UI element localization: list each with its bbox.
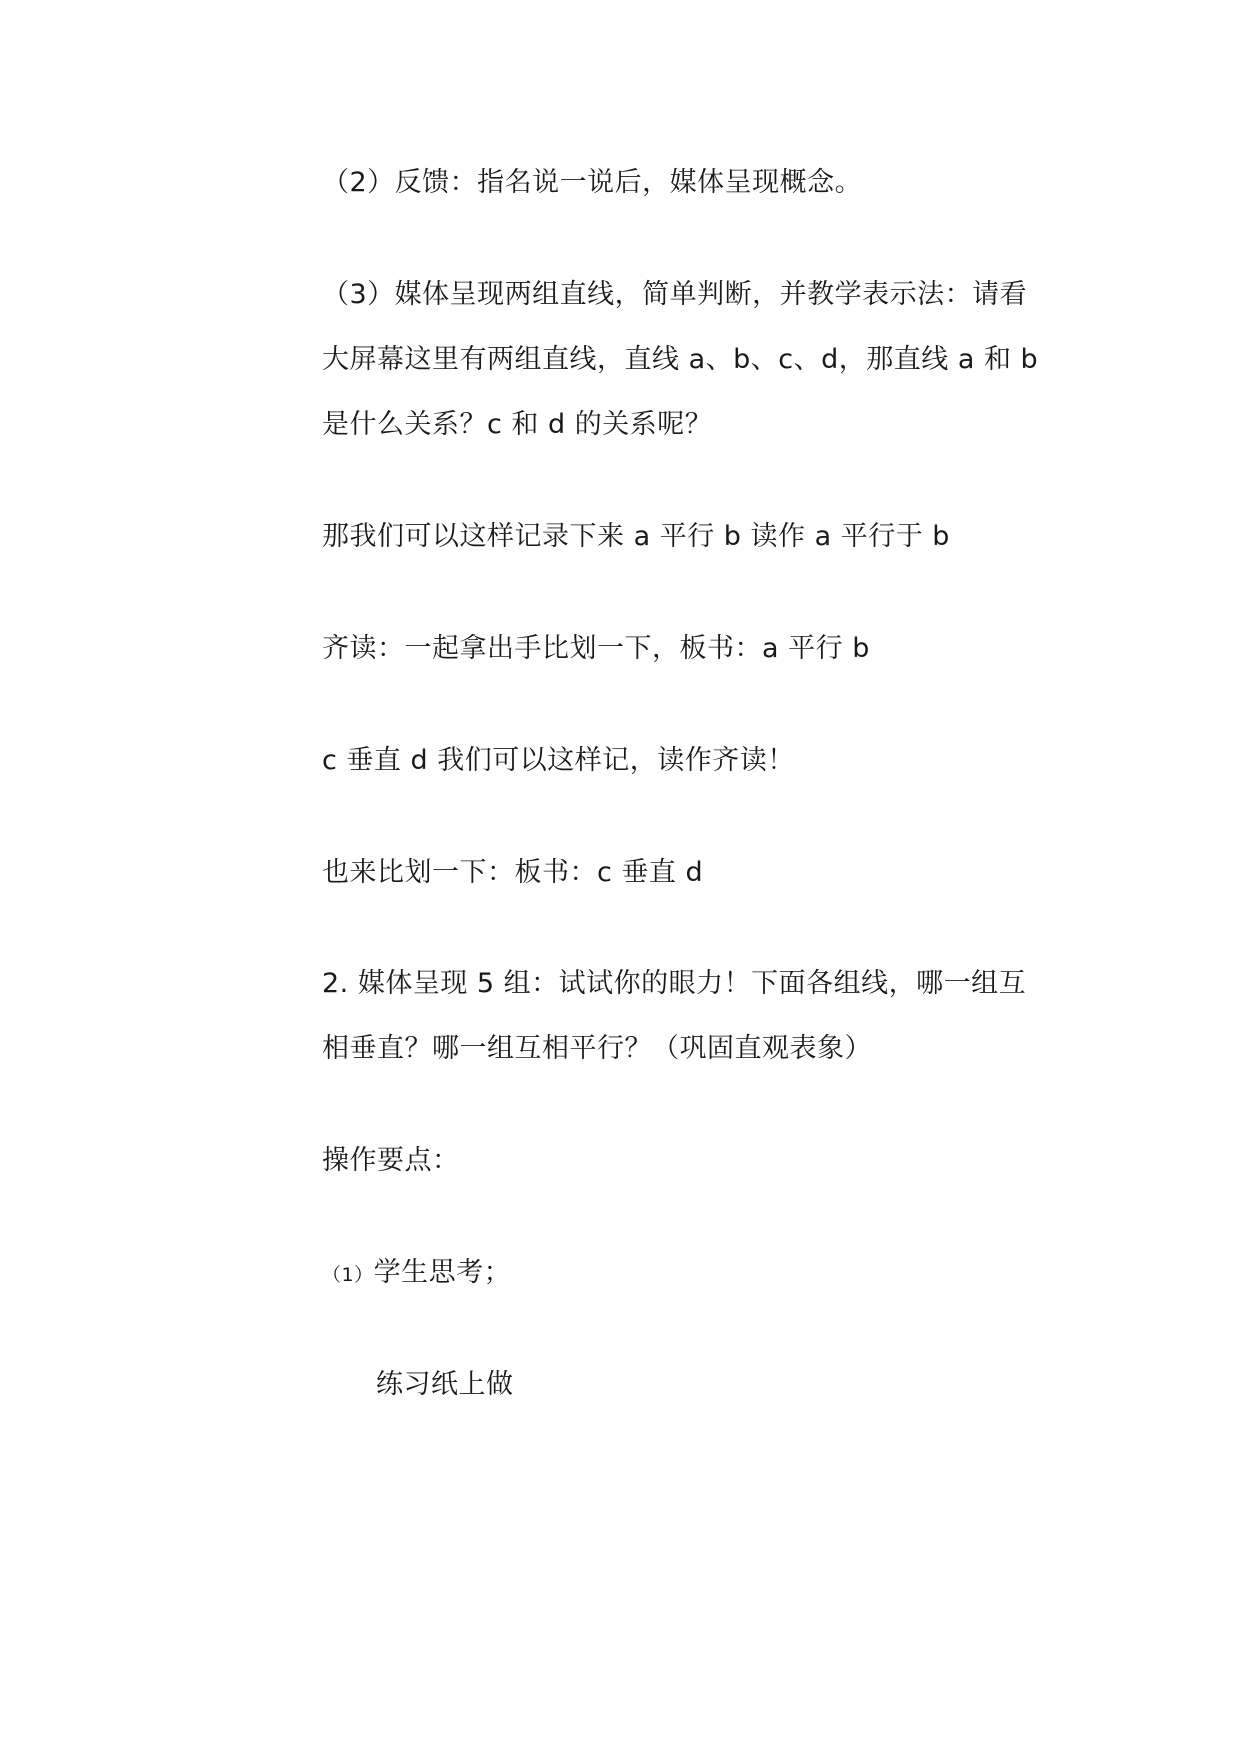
paragraph-read-together: 齐读：一起拿出手比划一下，板书：a 平行 b <box>322 633 870 664</box>
paragraph-record-parallel: 那我们可以这样记录下来 a 平行 b 读作 a 平行于 b <box>322 521 950 552</box>
paragraph-gesture: 也来比划一下：板书：c 垂直 d <box>322 857 704 888</box>
paragraph-media-lines-1: （3）媒体呈现两组直线，简单判断，并教学表示法：请看 <box>322 279 1028 310</box>
paragraph-media-lines-3: 是什么关系？c 和 d 的关系呢？ <box>322 409 713 440</box>
paragraph-worksheet: 练习纸上做 <box>376 1369 514 1400</box>
list-marker: （1） <box>322 1264 374 1286</box>
list-item-text: 学生思考； <box>373 1257 512 1288</box>
paragraph-media-lines-2: 大屏幕这里有两组直线，直线 a、b、c、d，那直线 a 和 b <box>322 344 1039 375</box>
heading-operation-points: 操作要点： <box>322 1145 460 1176</box>
list-item-student-thinking <box>322 1256 1062 1292</box>
paragraph-feedback: （2）反馈：指名说一说后，媒体呈现概念。 <box>322 167 863 198</box>
paragraph-five-groups-2: 相垂直？哪一组互相平行？（巩固直观表象） <box>322 1033 872 1064</box>
paragraph-five-groups-1: 2. 媒体呈现 5 组：试试你的眼力！下面各组线，哪一组互 <box>322 968 1027 999</box>
paragraph-perpendicular: c 垂直 d 我们可以这样记，读作齐读！ <box>322 745 795 776</box>
